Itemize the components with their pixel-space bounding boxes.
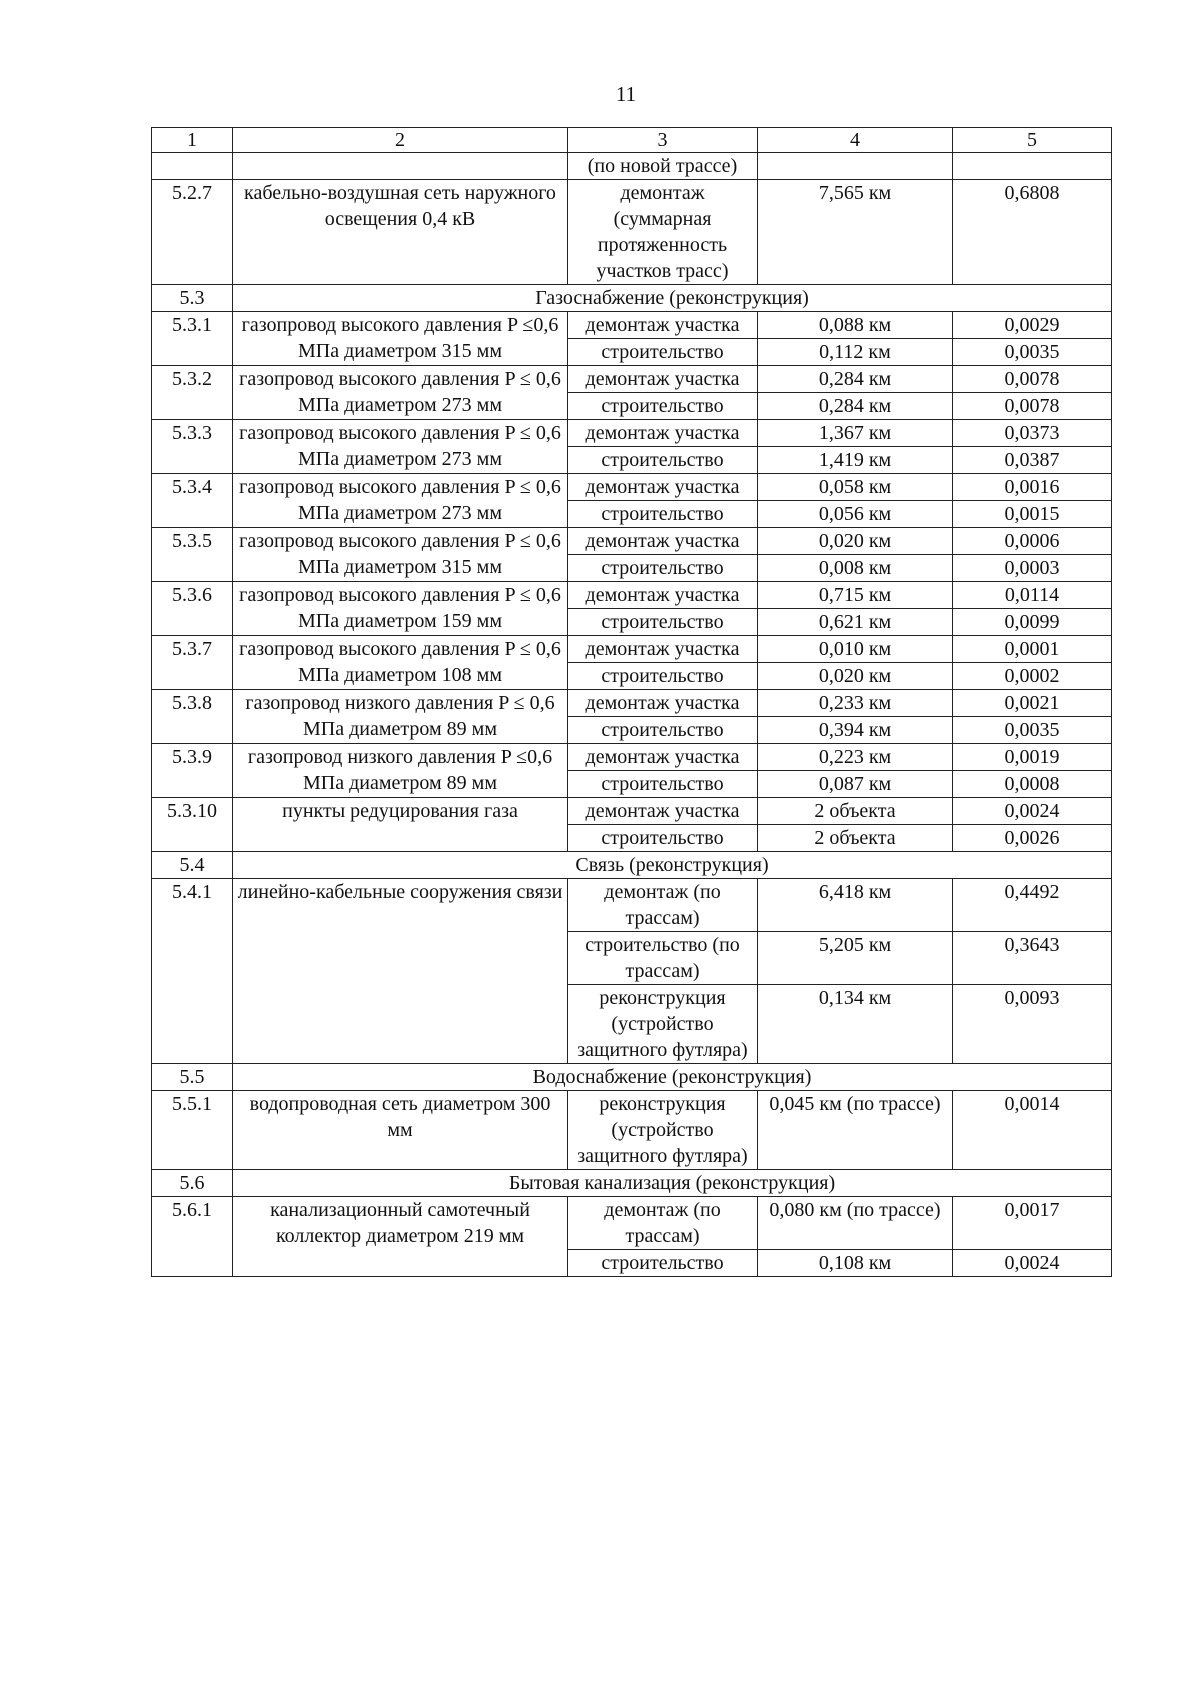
quantity-cell: 0,112 км <box>758 339 953 366</box>
item-number-cell: 5.3.3 <box>152 420 233 474</box>
header-cell: 5 <box>953 128 1112 153</box>
value-cell: 0,0006 <box>953 528 1112 555</box>
item-number-cell: 5.3.4 <box>152 474 233 528</box>
work-type-cell: реконструкция (устройство защитного футляра) <box>568 1091 758 1170</box>
work-type-cell: строительство <box>568 717 758 744</box>
section-row <box>152 852 1112 879</box>
work-type-cell: демонтаж участка <box>568 312 758 339</box>
value-cell: 0,0019 <box>953 744 1112 771</box>
quantity-cell: 0,008 км <box>758 555 953 582</box>
work-type-cell: демонтаж участка <box>568 366 758 393</box>
value-cell: 0,0014 <box>953 1091 1112 1170</box>
item-name-cell: канализационный самотечный коллектор диаметром 219 мм <box>233 1197 568 1277</box>
quantity-cell: 0,621 км <box>758 609 953 636</box>
quantity-cell <box>758 153 953 180</box>
value-cell: 0,0003 <box>953 555 1112 582</box>
work-type-cell: строительство (по трассам) <box>568 932 758 985</box>
item-number-cell: 5.6.1 <box>152 1197 233 1277</box>
table-row <box>152 528 1112 555</box>
section-row <box>152 285 1112 312</box>
value-cell: 0,0387 <box>953 447 1112 474</box>
value-cell: 0,0015 <box>953 501 1112 528</box>
table-row <box>152 474 1112 501</box>
quantity-cell: 0,020 км <box>758 663 953 690</box>
work-type-cell: демонтаж (по трассам) <box>568 1197 758 1250</box>
continuation-row <box>152 153 1112 180</box>
work-type-cell: демонтаж (по трассам) <box>568 879 758 932</box>
item-name-cell: водопроводная сеть диаметром 300 мм <box>233 1091 568 1170</box>
section-title: Газоснабжение (реконструкция) <box>233 285 1112 312</box>
item-number-cell: 5.3.10 <box>152 798 233 852</box>
table-row <box>152 879 1112 932</box>
item-number-cell: 5.3.1 <box>152 312 233 366</box>
table-row <box>152 690 1112 717</box>
section-row <box>152 1170 1112 1197</box>
value-cell: 0,0093 <box>953 985 1112 1064</box>
table-row <box>152 1197 1112 1250</box>
quantity-cell: 2 объекта <box>758 798 953 825</box>
table-row <box>152 582 1112 609</box>
quantity-cell: 6,418 км <box>758 879 953 932</box>
work-type-cell: демонтаж участка <box>568 582 758 609</box>
work-type-cell: демонтаж участка <box>568 420 758 447</box>
work-type-cell: (по новой трассе) <box>568 153 758 180</box>
work-type-cell: строительство <box>568 1250 758 1277</box>
item-number-cell: 5.3.7 <box>152 636 233 690</box>
work-type-cell: строительство <box>568 501 758 528</box>
quantity-cell: 0,087 км <box>758 771 953 798</box>
quantity-cell: 1,419 км <box>758 447 953 474</box>
quantity-cell: 0,223 км <box>758 744 953 771</box>
quantity-cell: 0,284 км <box>758 366 953 393</box>
quantity-cell: 0,056 км <box>758 501 953 528</box>
value-cell: 0,0002 <box>953 663 1112 690</box>
quantity-cell: 0,108 км <box>758 1250 953 1277</box>
value-cell: 0,0024 <box>953 1250 1112 1277</box>
quantity-cell: 0,080 км (по трассе) <box>758 1197 953 1250</box>
value-cell: 0,0373 <box>953 420 1112 447</box>
item-name-cell: линейно-кабельные сооружения связи <box>233 879 568 1064</box>
quantity-cell: 0,058 км <box>758 474 953 501</box>
value-cell <box>953 153 1112 180</box>
item-number-cell: 5.5.1 <box>152 1091 233 1170</box>
quantity-cell: 0,394 км <box>758 717 953 744</box>
header-cell: 3 <box>568 128 758 153</box>
quantity-cell: 2 объекта <box>758 825 953 852</box>
value-cell: 0,3643 <box>953 932 1112 985</box>
item-number-cell: 5.3.6 <box>152 582 233 636</box>
quantity-cell: 7,565 км <box>758 180 953 285</box>
value-cell: 0,0035 <box>953 717 1112 744</box>
item-number-cell: 5.4.1 <box>152 879 233 1064</box>
quantity-cell: 1,367 км <box>758 420 953 447</box>
header-cell: 4 <box>758 128 953 153</box>
work-type-cell: демонтаж участка <box>568 528 758 555</box>
work-type-cell: строительство <box>568 393 758 420</box>
work-type-cell: демонтаж участка <box>568 798 758 825</box>
value-cell: 0,0021 <box>953 690 1112 717</box>
table-row <box>152 420 1112 447</box>
quantity-cell: 0,715 км <box>758 582 953 609</box>
section-number: 5.3 <box>152 285 233 312</box>
works-table <box>151 127 1112 1277</box>
work-type-cell: строительство <box>568 771 758 798</box>
work-type-cell: строительство <box>568 447 758 474</box>
item-name-cell: газопровод низкого давления P ≤0,6 МПа диаметром 89 мм <box>233 744 568 798</box>
item-name-cell: газопровод низкого давления P ≤ 0,6 МПа диаметром 89 мм <box>233 690 568 744</box>
value-cell: 0,0099 <box>953 609 1112 636</box>
section-row <box>152 1064 1112 1091</box>
section-number: 5.6 <box>152 1170 233 1197</box>
item-name-cell: газопровод высокого давления P ≤ 0,6 МПа диаметром 273 мм <box>233 420 568 474</box>
table-row <box>152 798 1112 825</box>
item-name-cell: газопровод высокого давления P ≤0,6 МПа диаметром 315 мм <box>233 312 568 366</box>
section-number: 5.5 <box>152 1064 233 1091</box>
value-cell: 0,0016 <box>953 474 1112 501</box>
value-cell: 0,0035 <box>953 339 1112 366</box>
work-type-cell: демонтаж участка <box>568 690 758 717</box>
quantity-cell: 0,010 км <box>758 636 953 663</box>
table-row <box>152 1091 1112 1170</box>
header-row <box>152 128 1112 153</box>
section-number: 5.4 <box>152 852 233 879</box>
page-number: 11 <box>615 82 637 106</box>
quantity-cell: 0,045 км (по трассе) <box>758 1091 953 1170</box>
item-name-cell: газопровод высокого давления P ≤ 0,6 МПа диаметром 159 мм <box>233 582 568 636</box>
item-name-cell: газопровод высокого давления P ≤ 0,6 МПа диаметром 315 мм <box>233 528 568 582</box>
work-type-cell: строительство <box>568 825 758 852</box>
value-cell: 0,0017 <box>953 1197 1112 1250</box>
table-row <box>152 366 1112 393</box>
works-table-body <box>152 128 1112 1277</box>
item-name-cell: газопровод высокого давления P ≤ 0,6 МПа диаметром 108 мм <box>233 636 568 690</box>
value-cell: 0,0008 <box>953 771 1112 798</box>
item-name-cell: кабельно-воздушная сеть наружного освещения 0,4 кВ <box>233 180 568 285</box>
work-type-cell: реконструкция (устройство защитного футляра) <box>568 985 758 1064</box>
work-type-cell: строительство <box>568 555 758 582</box>
item-name-cell: пункты редуцирования газа <box>233 798 568 852</box>
quantity-cell: 0,233 км <box>758 690 953 717</box>
header-cell: 1 <box>152 128 233 153</box>
work-type-cell: строительство <box>568 663 758 690</box>
work-type-cell: строительство <box>568 339 758 366</box>
work-type-cell: демонтаж (суммарная протяженность участков трасс) <box>568 180 758 285</box>
work-type-cell: строительство <box>568 609 758 636</box>
value-cell: 0,0078 <box>953 366 1112 393</box>
item-name-cell: газопровод высокого давления P ≤ 0,6 МПа диаметром 273 мм <box>233 366 568 420</box>
item-number-cell: 5.3.8 <box>152 690 233 744</box>
value-cell: 0,0001 <box>953 636 1112 663</box>
work-type-cell: демонтаж участка <box>568 636 758 663</box>
item-name-cell <box>233 153 568 180</box>
value-cell: 0,0024 <box>953 798 1112 825</box>
work-type-cell: демонтаж участка <box>568 474 758 501</box>
item-number-cell: 5.3.2 <box>152 366 233 420</box>
section-title: Связь (реконструкция) <box>233 852 1112 879</box>
table-row <box>152 312 1112 339</box>
section-title: Бытовая канализация (реконструкция) <box>233 1170 1112 1197</box>
table-row <box>152 744 1112 771</box>
work-type-cell: демонтаж участка <box>568 744 758 771</box>
value-cell: 0,0026 <box>953 825 1112 852</box>
header-cell: 2 <box>233 128 568 153</box>
value-cell: 0,4492 <box>953 879 1112 932</box>
quantity-cell: 0,020 км <box>758 528 953 555</box>
value-cell: 0,0114 <box>953 582 1112 609</box>
item-name-cell: газопровод высокого давления P ≤ 0,6 МПа диаметром 273 мм <box>233 474 568 528</box>
table-row <box>152 636 1112 663</box>
item-number-cell: 5.3.5 <box>152 528 233 582</box>
quantity-cell: 0,284 км <box>758 393 953 420</box>
value-cell: 0,0078 <box>953 393 1112 420</box>
item-number-cell: 5.3.9 <box>152 744 233 798</box>
item-number-cell <box>152 153 233 180</box>
section-title: Водоснабжение (реконструкция) <box>233 1064 1112 1091</box>
value-cell: 0,0029 <box>953 312 1112 339</box>
quantity-cell: 0,134 км <box>758 985 953 1064</box>
item-number-cell: 5.2.7 <box>152 180 233 285</box>
value-cell: 0,6808 <box>953 180 1112 285</box>
quantity-cell: 0,088 км <box>758 312 953 339</box>
table-row <box>152 180 1112 285</box>
quantity-cell: 5,205 км <box>758 932 953 985</box>
